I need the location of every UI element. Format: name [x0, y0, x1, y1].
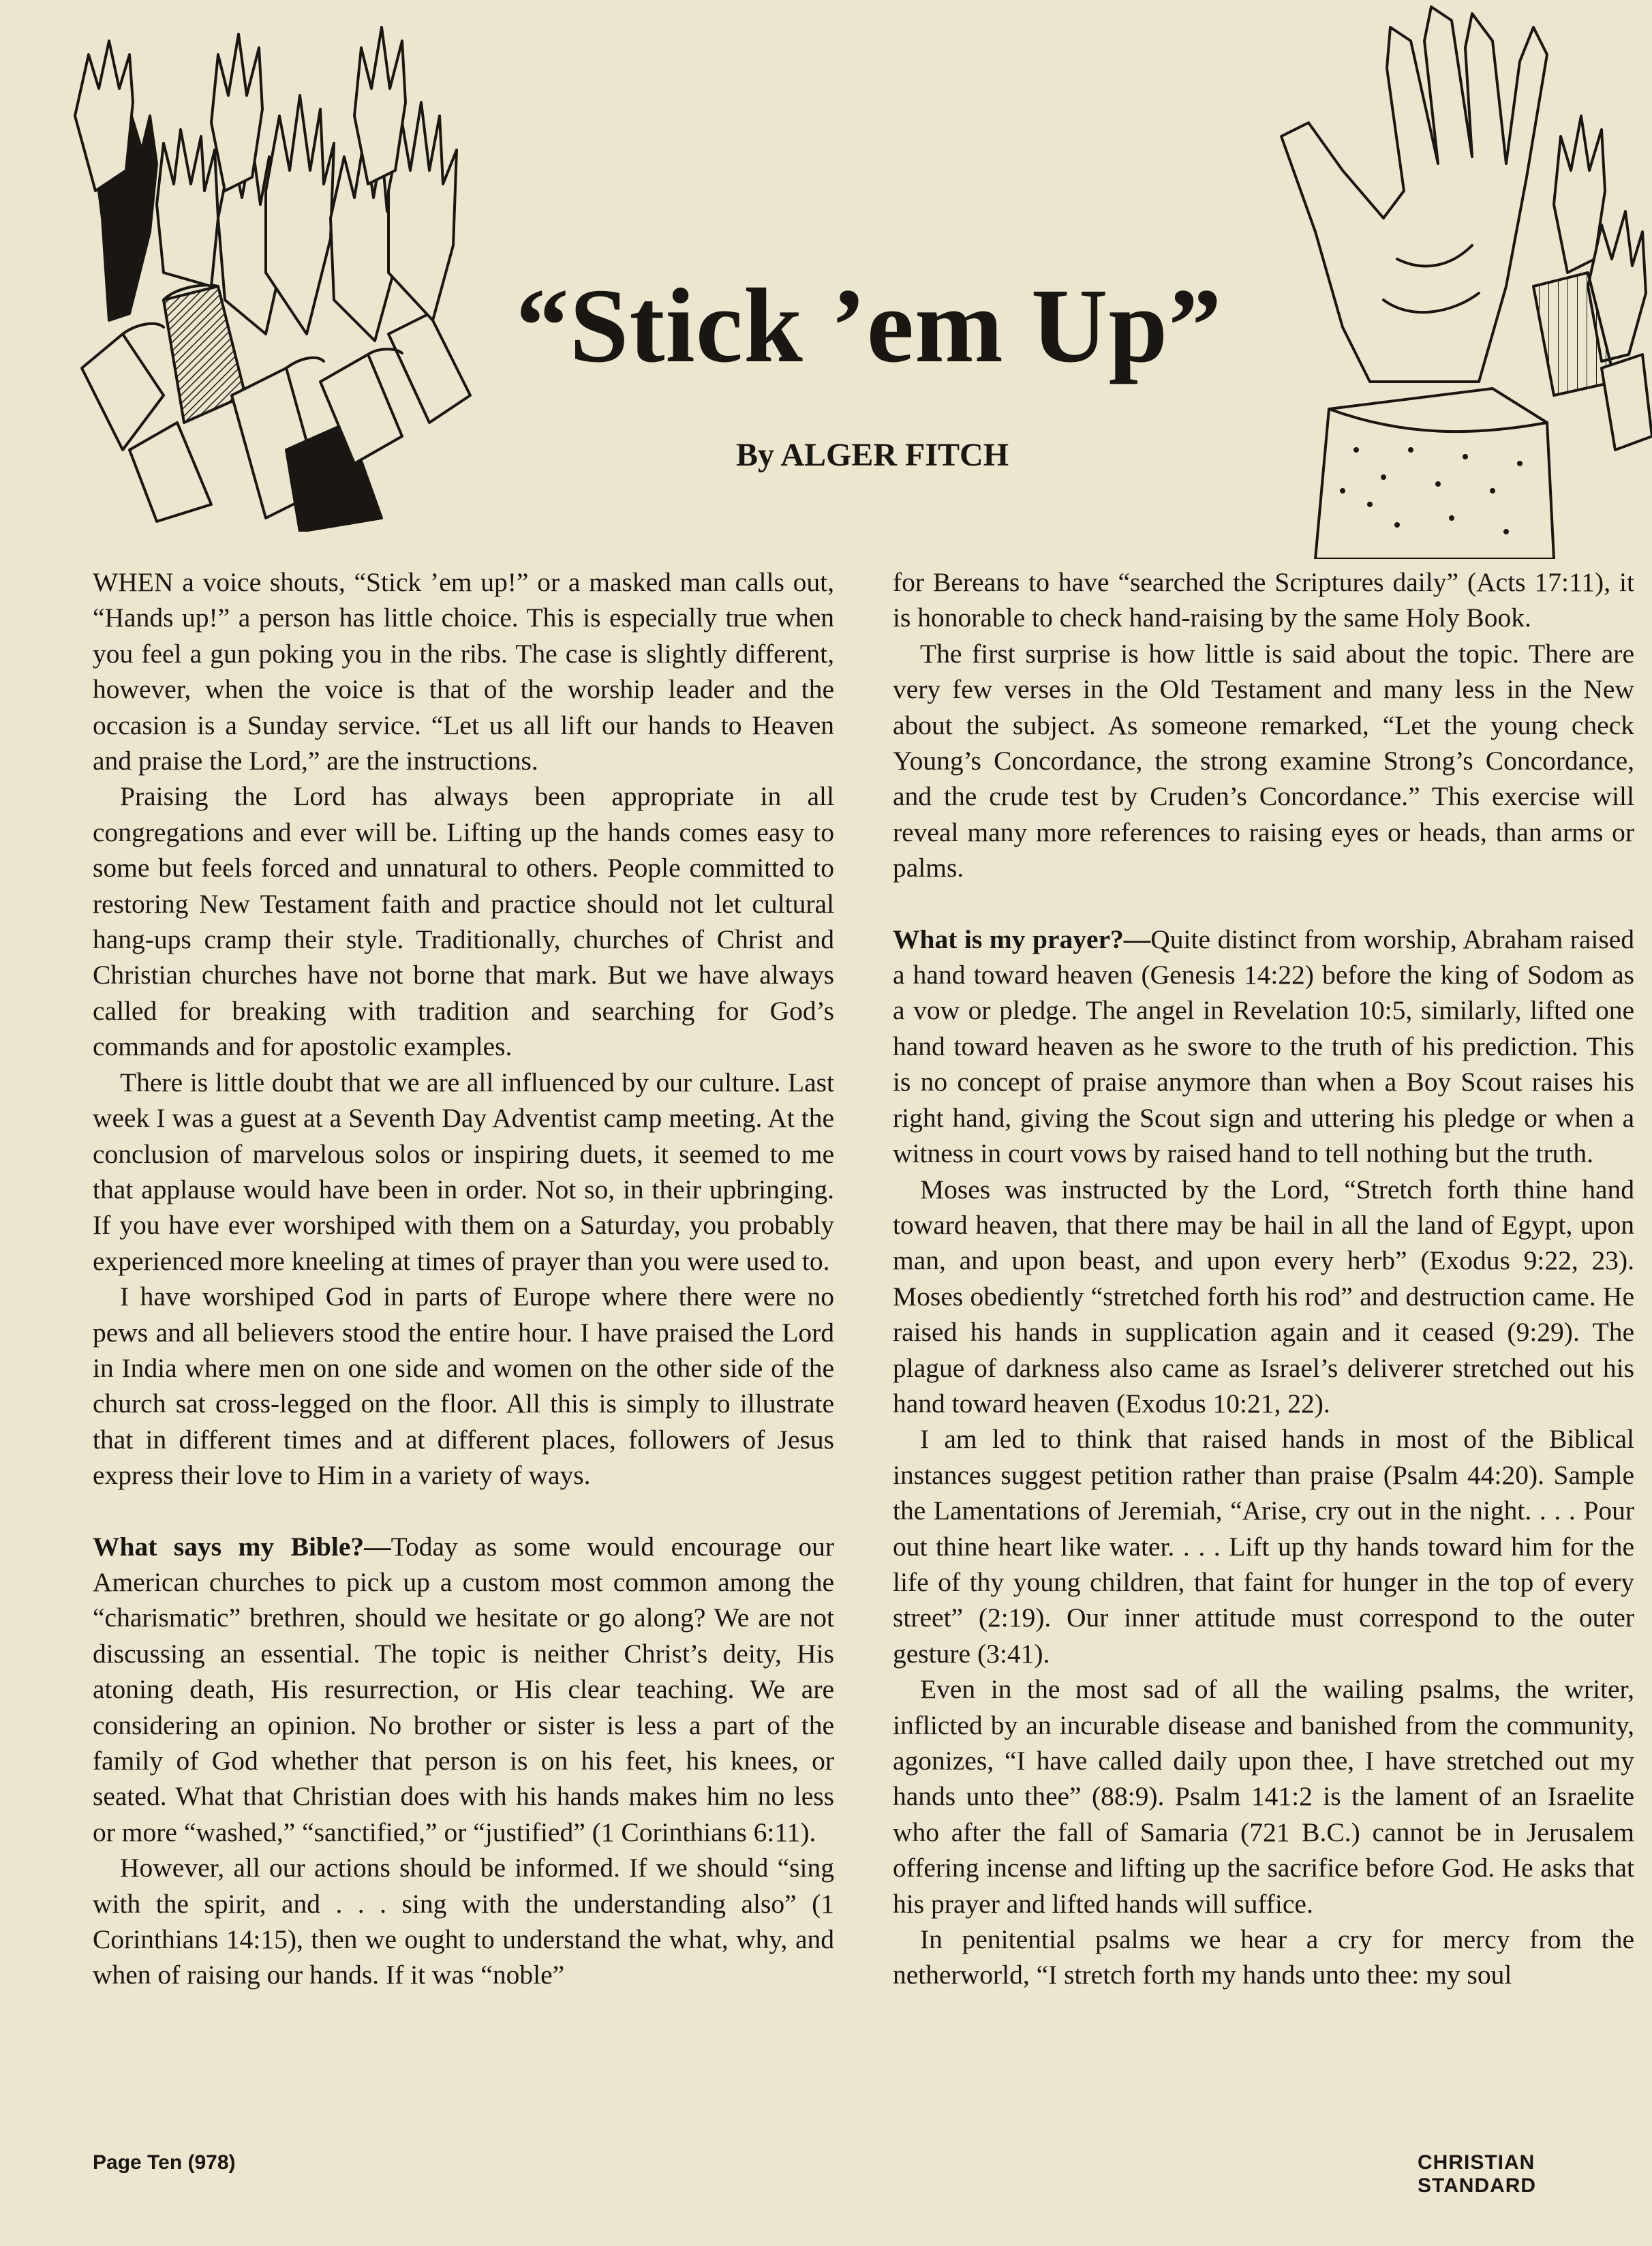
publication-name: CHRISTIAN STANDARD	[1418, 2151, 1537, 2197]
paragraph: Even in the most sad of all the wailing psalms, the writer, inflicted by an incurable disease and banished from the community, agonizes, “I have called daily upon thee, I have stretched out my hands unto thee” (88:9). Psalm 141:2 is the lament of an Israelite who after the fall of Samaria (721 B.C.) cannot be in Jerusalem offering incense and lifting up the sacrifice before God. He asks that his prayer and lifted hands will suffice.	[893, 1674, 1634, 1919]
paragraph: In penitential psalms we hear a cry for mercy from the netherworld, “I stretch forth my hands unto thee: my soul	[893, 1924, 1634, 1990]
paragraph: There is little doubt that we are all influenced by our culture. Last week I was a guest at a Seventh Day Adventist camp meeting. At the conclusion of marvelous solos or inspiring duets, it seemed to me that applause would have been in order. Not so, in their upbringing. If you have ever worshiped with them on a Saturday, you probably experienced more kneeling at times of prayer than you were used to.	[93, 1067, 834, 1276]
paragraph: What says my Bible?—Today as some would encourage our American churches to pick up a custom most common among the “charismatic” brethren, should we hesitate or go along? We are not discussing an essential. The topic is neither Christ’s deity, His atoning death, His resurrection, or His clear teaching. We are considering an opinion. No brother or sister is less a part of the family of God whether that person is on his feet, his knees, or seated. What that Christian does with his hands makes him no less or more “washed,” “sanctified,” or “justified” (1 Corinthians 6:11).	[93, 1531, 834, 1847]
paragraph: I am led to think that raised hands in most of the Biblical instances suggest petition rather than praise (Psalm 44:20). Sample the Lamentations of Jeremiah, “Arise, cry out in the night. . . . Pour out thine heart like water. . . . Lift up thy hands toward him for the life of thy young children, that faint for hunger in the top of every street” (2:19). Our inner attitude must correspond to the outer gesture (3:41).	[893, 1424, 1634, 1669]
paragraph: Moses was instructed by the Lord, “Stretch forth thine hand toward heaven, that there may be hail in all the land of Egypt, upon man, and upon beast, and upon every herb” (Exodus 9:22, 23). Moses obediently “stretched forth his rod” and destruction came. He raised his hands in supplication again and it ceased (9:29). The plague of darkness also came as Israel’s deliverer stretched out his hand toward heaven (Exodus 10:21, 22).	[893, 1174, 1634, 1418]
raised-hands-illustration	[61, 14, 498, 532]
paragraph: for Bereans to have “searched the Scriptures daily” (Acts 17:11), it is honorable to check hand-raising by the same Holy Book.	[893, 567, 1634, 633]
paragraph: I have worshiped God in parts of Europe where there were no pews and all believers stood the entire hour. I have praised the Lord in India where men on one side and women on the other side of the church sat cross-legged on the floor. All this is simply to illustrate that in different times and at different places, followers of Jesus express their love to Him in a variety of ways.	[93, 1281, 834, 1491]
page-number: Page Ten (978)	[93, 2151, 236, 2174]
section-lead: What is my prayer?—	[893, 924, 1151, 954]
byline: By ALGER FITCH	[735, 437, 1009, 473]
paragraph: However, all our actions should be informed. If we should “sing with the spirit, and . . . sing with the understanding also” (1 Corinthians 14:15), then we ought to understand the what, why, and when of raising our hands. If it was “noble”	[93, 1853, 834, 1990]
left-column	[93, 564, 834, 1993]
paragraph: The first surprise is how little is said about the topic. There are very few verses in the Old Testament and many less in the New about the subject. As someone remarked, “Let the young check Young’s Concordance, the strong examine Strong’s Concordance, and the crude test by Cruden’s Concordance.” This exercise will reveal many more references to raising eyes or heads, than arms or palms.	[893, 638, 1634, 883]
paragraph: WHEN a voice shouts, “Stick ’em up!” or a masked man calls out, “Hands up!” a person has little choice. This is especially true when you feel a gun poking you in the ribs. The case is slightly different, however, when the voice is that of the worship leader and the occasion is a Sunday service. “Let us all lift our hands to Heaven and praise the Lord,” are the instructions.	[93, 567, 834, 776]
section-lead: What says my Bible?—	[93, 1531, 391, 1562]
article-title: “Stick ’em Up”	[515, 267, 1223, 384]
raised-hand-illustration	[1234, 0, 1652, 559]
paragraph: What is my prayer?—Quite distinct from worship, Abraham raised a hand toward heaven (Genesis 14:22) before the king of Sodom as a vow or pledge. The angel in Revelation 10:5, similarly, lifted one hand toward heaven as he swore to the truth of his prediction. This is no concept of praise anymore than when a Boy Scout raises his right hand, giving the Scout sign and uttering his pledge or when a witness in court vows by raised hand to tell nothing but the truth.	[893, 924, 1635, 1169]
paragraph: Praising the Lord has always been appropriate in all congregations and ever will be. Lifting up the hands comes easy to some but feels forced and unnatural to others. People committed to restoring New Testament faith and practice should not let cultural hang-ups cramp their style. Traditionally, churches of Christ and Christian churches have not borne that mark. But we have always called for breaking with tradition and searching for God’s commands and for apostolic examples.	[93, 781, 834, 1062]
right-column	[893, 564, 1634, 1993]
